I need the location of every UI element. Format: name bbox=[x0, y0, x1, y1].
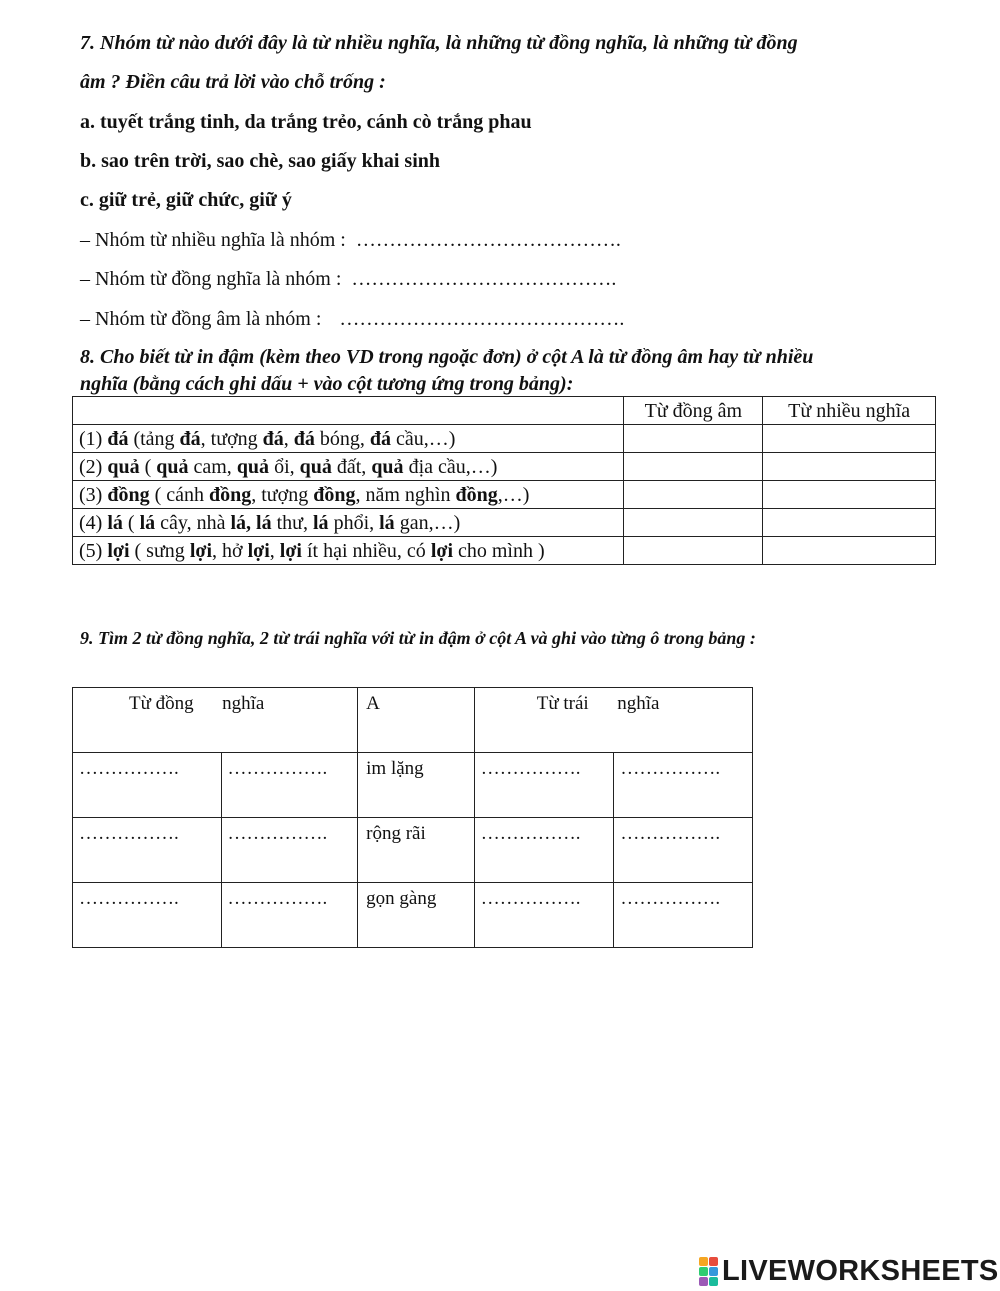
word-cell bbox=[73, 509, 624, 537]
q9-table bbox=[72, 687, 753, 948]
bold-word: lợi bbox=[107, 539, 130, 562]
example-text: cây, nhà bbox=[155, 511, 231, 534]
example-text: địa cầu,…) bbox=[403, 455, 498, 478]
table-row bbox=[73, 753, 753, 818]
q9-title: 9. Tìm 2 từ đồng nghĩa, 2 từ trái nghĩa với từ in đậm ở cột A và ghi vào từng ô trong bảng : bbox=[80, 628, 756, 648]
header-antonym: Từ trái nghĩa bbox=[474, 688, 752, 753]
q7-title-line1: 7. Nhóm từ nào dưới đây là từ nhiều nghĩa, là những từ đồng nghĩa, là những từ đồng bbox=[80, 32, 798, 54]
example-text: (3) bbox=[79, 483, 108, 506]
logo-square bbox=[699, 1267, 708, 1276]
word-cell bbox=[73, 425, 624, 453]
antonym-cell-1[interactable]: ……………. bbox=[474, 883, 614, 948]
polysemy-answer-cell[interactable] bbox=[763, 481, 936, 509]
logo-square bbox=[709, 1277, 718, 1286]
example-text: ( bbox=[139, 455, 157, 478]
synonym-cell-1[interactable]: ……………. bbox=[73, 818, 222, 883]
table-row bbox=[73, 453, 936, 481]
word-cell bbox=[73, 453, 624, 481]
table-row bbox=[73, 425, 936, 453]
bold-word: đá bbox=[262, 427, 284, 450]
polysemy-answer-cell[interactable] bbox=[763, 537, 936, 565]
homonym-answer-cell[interactable] bbox=[624, 425, 763, 453]
q7-fill-synonym[interactable] bbox=[80, 267, 616, 291]
header-a: A bbox=[358, 688, 475, 753]
example-text: bóng, bbox=[314, 427, 370, 450]
example-text: (5) bbox=[79, 539, 108, 562]
fill-dots[interactable]: ……………………………………. bbox=[339, 308, 625, 330]
bold-word: đồng bbox=[455, 483, 498, 506]
table-row bbox=[73, 818, 753, 883]
bold-word: quả bbox=[107, 455, 140, 478]
fill-label: – Nhóm từ nhiều nghĩa là nhóm : bbox=[80, 229, 346, 251]
example-text: thư, bbox=[271, 511, 313, 534]
example-text: ( cánh bbox=[149, 483, 209, 506]
table-row bbox=[73, 481, 936, 509]
word-cell bbox=[73, 481, 624, 509]
header-cell-homonym: Từ đồng âm bbox=[624, 397, 763, 425]
bold-word: lá bbox=[139, 511, 156, 534]
bold-word: lợi bbox=[247, 539, 270, 562]
example-text: (4) bbox=[79, 511, 108, 534]
bold-word: quả bbox=[156, 455, 189, 478]
q7-option-c: c. giữ trẻ, giữ chức, giữ ý bbox=[80, 189, 292, 211]
q8-title-line2: nghĩa (bằng cách ghi dấu + vào cột tương ứng trong bảng): bbox=[80, 373, 574, 395]
table-header-row bbox=[73, 688, 753, 753]
bold-word: quả bbox=[299, 455, 332, 478]
example-text: (2) bbox=[79, 455, 108, 478]
homonym-answer-cell[interactable] bbox=[624, 537, 763, 565]
logo-square bbox=[709, 1257, 718, 1266]
q8-title-line1: 8. Cho biết từ in đậm (kèm theo VD trong ngoặc đơn) ở cột A là từ đồng âm hay từ nhiều bbox=[80, 346, 814, 368]
q7-fill-polysemy[interactable] bbox=[80, 228, 621, 252]
example-text: gan,…) bbox=[394, 511, 461, 534]
table-row bbox=[73, 537, 936, 565]
q8-table bbox=[72, 396, 936, 565]
q7-option-b: b. sao trên trời, sao chè, sao giấy khai sinh bbox=[80, 150, 440, 172]
table-row bbox=[73, 883, 753, 948]
word-a-cell: im lặng bbox=[358, 753, 475, 818]
example-text: ổi, bbox=[269, 455, 300, 478]
word-a-cell: rộng rãi bbox=[358, 818, 475, 883]
fill-dots[interactable]: …………………………………. bbox=[351, 268, 617, 290]
bold-word: đồng bbox=[107, 483, 150, 506]
bold-word: lợi bbox=[189, 539, 212, 562]
example-text: , bbox=[283, 427, 294, 450]
bold-word: lá bbox=[107, 511, 123, 534]
antonym-cell-1[interactable]: ……………. bbox=[474, 753, 614, 818]
synonym-cell-1[interactable]: ……………. bbox=[73, 753, 222, 818]
example-text: ít hại nhiều, có bbox=[301, 539, 431, 562]
logo-square bbox=[709, 1267, 718, 1276]
example-text: , năm nghìn bbox=[355, 483, 456, 506]
bold-word: đá bbox=[369, 427, 392, 450]
synonym-cell-2[interactable]: ……………. bbox=[221, 883, 358, 948]
example-text: (1) bbox=[79, 427, 108, 450]
polysemy-answer-cell[interactable] bbox=[763, 425, 936, 453]
header-cell-a bbox=[73, 397, 624, 425]
example-text: cam, bbox=[188, 455, 237, 478]
antonym-cell-2[interactable]: ……………. bbox=[614, 818, 753, 883]
antonym-cell-2[interactable]: ……………. bbox=[614, 753, 753, 818]
synonym-cell-1[interactable]: ……………. bbox=[73, 883, 222, 948]
polysemy-answer-cell[interactable] bbox=[763, 453, 936, 481]
example-text: (tảng bbox=[128, 427, 180, 450]
table-header-row bbox=[73, 397, 936, 425]
bold-word: lợi bbox=[279, 539, 302, 562]
word-cell bbox=[73, 537, 624, 565]
bold-word: đồng bbox=[209, 483, 252, 506]
q7-fill-homonym[interactable] bbox=[80, 307, 624, 331]
header-cell-polysemy: Từ nhiều nghĩa bbox=[763, 397, 936, 425]
q7-title-line2: âm ? Điền câu trả lời vào chỗ trống : bbox=[80, 71, 386, 93]
homonym-answer-cell[interactable] bbox=[624, 453, 763, 481]
table-row bbox=[73, 509, 936, 537]
example-text: , tượng bbox=[251, 483, 314, 506]
example-text: ( bbox=[122, 511, 140, 534]
example-text: , hở bbox=[212, 539, 248, 562]
logo-text: LIVEWORKSHEETS bbox=[722, 1254, 999, 1287]
bold-word: quả bbox=[236, 455, 270, 478]
header-synonym: Từ đồng nghĩa bbox=[73, 688, 358, 753]
homonym-answer-cell[interactable] bbox=[624, 481, 763, 509]
example-text: ,…) bbox=[497, 483, 530, 506]
bold-word: đồng bbox=[313, 483, 356, 506]
synonym-cell-2[interactable]: ……………. bbox=[221, 753, 358, 818]
bold-word: đá bbox=[293, 427, 315, 450]
fill-label: – Nhóm từ đồng âm là nhóm : bbox=[80, 308, 322, 330]
liveworksheets-logo-icon bbox=[699, 1257, 718, 1286]
logo-square bbox=[699, 1257, 708, 1266]
homonym-answer-cell[interactable] bbox=[624, 509, 763, 537]
bold-word: lá, bbox=[230, 511, 252, 534]
example-text: cho mình ) bbox=[453, 539, 545, 562]
bold-word: lá bbox=[379, 511, 395, 534]
bold-word: quả bbox=[371, 455, 404, 478]
bold-word: lá bbox=[256, 511, 272, 534]
example-text: , tượng bbox=[200, 427, 263, 450]
polysemy-answer-cell[interactable] bbox=[763, 509, 936, 537]
antonym-cell-2[interactable]: ……………. bbox=[614, 883, 753, 948]
example-text: phổi, bbox=[328, 511, 380, 534]
synonym-cell-2[interactable]: ……………. bbox=[221, 818, 358, 883]
bold-word: lợi bbox=[430, 539, 453, 562]
bold-word: đá bbox=[179, 427, 201, 450]
example-text: đất, bbox=[331, 455, 372, 478]
bold-word: đá bbox=[107, 427, 129, 450]
logo-square bbox=[699, 1277, 708, 1286]
liveworksheets-logo[interactable] bbox=[699, 1255, 999, 1287]
example-text: cầu,…) bbox=[391, 427, 456, 450]
fill-label: – Nhóm từ đồng nghĩa là nhóm : bbox=[80, 268, 342, 290]
example-text: , bbox=[269, 539, 280, 562]
word-a-cell: gọn gàng bbox=[358, 883, 475, 948]
fill-dots[interactable]: …………………………………. bbox=[355, 229, 621, 251]
bold-word: lá bbox=[313, 511, 329, 534]
example-text: ( sưng bbox=[129, 539, 190, 562]
antonym-cell-1[interactable]: ……………. bbox=[474, 818, 614, 883]
q7-option-a: a. tuyết trắng tinh, da trắng trẻo, cánh cò trắng phau bbox=[80, 111, 532, 133]
